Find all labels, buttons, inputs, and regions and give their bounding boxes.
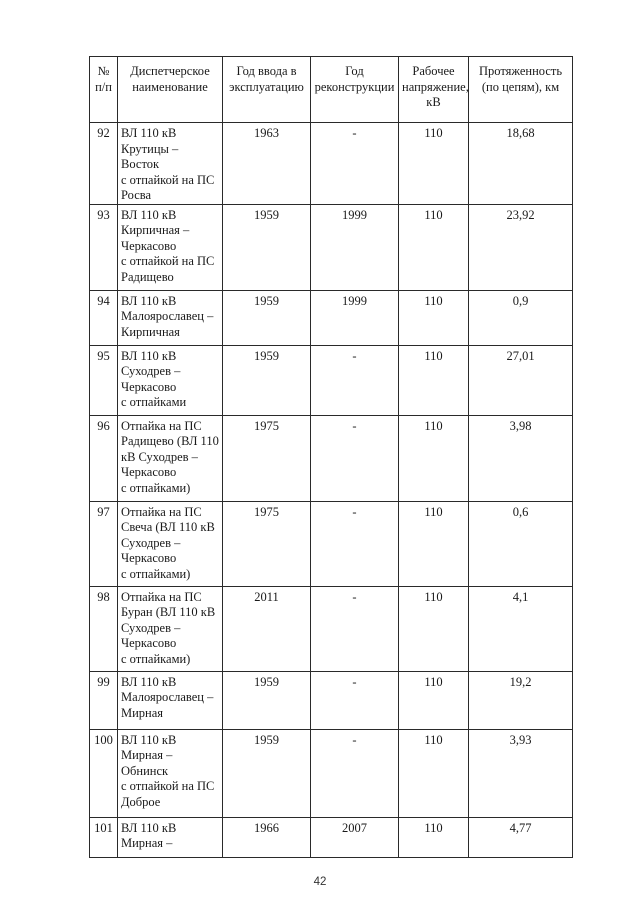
row-length: 3,98 bbox=[469, 415, 573, 501]
row-number: 96 bbox=[90, 415, 118, 501]
row-number: 93 bbox=[90, 204, 118, 290]
row-voltage: 110 bbox=[399, 586, 469, 671]
row-year-commissioned: 2011 bbox=[223, 586, 311, 671]
table-row bbox=[90, 123, 573, 205]
row-dispatch-name: ВЛ 110 кВ Крутицы – Восток с отпайкой на ПС Росва bbox=[118, 123, 223, 205]
row-year-commissioned: 1959 bbox=[223, 204, 311, 290]
row-year-reconstruction: - bbox=[311, 501, 399, 586]
header-year-commissioned: Год ввода в эксплуатацию bbox=[223, 57, 311, 123]
row-year-commissioned: 1959 bbox=[223, 729, 311, 817]
row-year-reconstruction: - bbox=[311, 671, 399, 729]
table-row bbox=[90, 415, 573, 501]
table-header-row bbox=[90, 57, 573, 123]
row-length: 19,2 bbox=[469, 671, 573, 729]
table-row bbox=[90, 290, 573, 345]
table-row bbox=[90, 501, 573, 586]
row-voltage: 110 bbox=[399, 817, 469, 857]
row-voltage: 110 bbox=[399, 204, 469, 290]
row-dispatch-name: ВЛ 110 кВ Мирная – bbox=[118, 817, 223, 857]
row-dispatch-name: Отпайка на ПС Свеча (ВЛ 110 кВ Суходрев – Черкасово с отпайками) bbox=[118, 501, 223, 586]
row-voltage: 110 bbox=[399, 501, 469, 586]
row-dispatch-name: ВЛ 110 кВ Кирпичная – Черкасово с отпайкой на ПС Радищево bbox=[118, 204, 223, 290]
row-length: 3,93 bbox=[469, 729, 573, 817]
row-dispatch-name: Отпайка на ПС Буран (ВЛ 110 кВ Суходрев – Черкасово с отпайками) bbox=[118, 586, 223, 671]
row-length: 0,9 bbox=[469, 290, 573, 345]
table-row bbox=[90, 817, 573, 857]
row-number: 101 bbox=[90, 817, 118, 857]
row-number: 97 bbox=[90, 501, 118, 586]
row-year-reconstruction: - bbox=[311, 123, 399, 205]
row-year-reconstruction: - bbox=[311, 415, 399, 501]
row-voltage: 110 bbox=[399, 345, 469, 415]
header-number: № п/п bbox=[90, 57, 118, 123]
header-year-reconstruction: Год реконструкции bbox=[311, 57, 399, 123]
table-row bbox=[90, 345, 573, 415]
row-dispatch-name: Отпайка на ПС Радищево (ВЛ 110 кВ Суходрев – Черкасово с отпайками) bbox=[118, 415, 223, 501]
page-number: 42 bbox=[313, 876, 327, 888]
row-year-commissioned: 1966 bbox=[223, 817, 311, 857]
table-row bbox=[90, 671, 573, 729]
row-year-reconstruction: 1999 bbox=[311, 290, 399, 345]
row-voltage: 110 bbox=[399, 729, 469, 817]
header-length: Протяженность (по цепям), км bbox=[469, 57, 573, 123]
row-dispatch-name: ВЛ 110 кВ Малоярославец – Кирпичная bbox=[118, 290, 223, 345]
row-voltage: 110 bbox=[399, 671, 469, 729]
row-year-commissioned: 1959 bbox=[223, 345, 311, 415]
header-dispatch-name: Диспетчерское наименование bbox=[118, 57, 223, 123]
row-length: 23,92 bbox=[469, 204, 573, 290]
row-number: 95 bbox=[90, 345, 118, 415]
row-number: 94 bbox=[90, 290, 118, 345]
row-length: 18,68 bbox=[469, 123, 573, 205]
power-lines-table bbox=[89, 56, 573, 858]
row-dispatch-name: ВЛ 110 кВ Малоярославец – Мирная bbox=[118, 671, 223, 729]
row-year-commissioned: 1959 bbox=[223, 671, 311, 729]
row-length: 27,01 bbox=[469, 345, 573, 415]
header-voltage: Рабочее напряжение, кВ bbox=[399, 57, 469, 123]
row-year-reconstruction: 1999 bbox=[311, 204, 399, 290]
row-year-commissioned: 1959 bbox=[223, 290, 311, 345]
row-year-commissioned: 1975 bbox=[223, 415, 311, 501]
row-voltage: 110 bbox=[399, 123, 469, 205]
row-year-commissioned: 1975 bbox=[223, 501, 311, 586]
row-year-commissioned: 1963 bbox=[223, 123, 311, 205]
row-voltage: 110 bbox=[399, 290, 469, 345]
row-number: 100 bbox=[90, 729, 118, 817]
row-year-reconstruction: - bbox=[311, 345, 399, 415]
row-length: 4,77 bbox=[469, 817, 573, 857]
row-year-reconstruction: 2007 bbox=[311, 817, 399, 857]
table-row bbox=[90, 586, 573, 671]
row-number: 92 bbox=[90, 123, 118, 205]
row-number: 99 bbox=[90, 671, 118, 729]
row-voltage: 110 bbox=[399, 415, 469, 501]
table-row bbox=[90, 204, 573, 290]
table-row bbox=[90, 729, 573, 817]
row-dispatch-name: ВЛ 110 кВ Мирная – Обнинск с отпайкой на ПС Доброе bbox=[118, 729, 223, 817]
row-year-reconstruction: - bbox=[311, 586, 399, 671]
row-year-reconstruction: - bbox=[311, 729, 399, 817]
row-length: 4,1 bbox=[469, 586, 573, 671]
row-number: 98 bbox=[90, 586, 118, 671]
row-dispatch-name: ВЛ 110 кВ Суходрев – Черкасово с отпайками bbox=[118, 345, 223, 415]
row-length: 0,6 bbox=[469, 501, 573, 586]
